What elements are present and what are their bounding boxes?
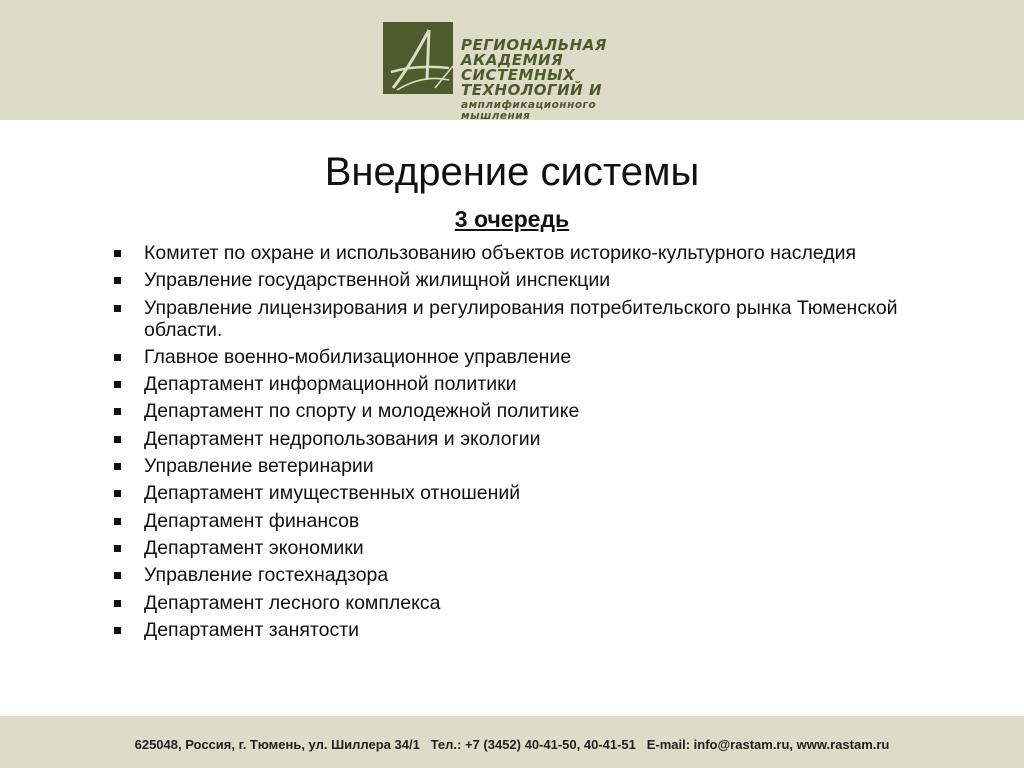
list-item xyxy=(113,537,913,559)
list-item-text: Главное военно-мобилизационное управление xyxy=(144,345,572,368)
list-item xyxy=(113,242,913,264)
logo-line-2: СИСТЕМНЫХ ТЕХНОЛОГИЙ И xyxy=(461,66,602,99)
list-item xyxy=(113,269,913,291)
list-item xyxy=(113,297,913,341)
list-item xyxy=(113,455,913,477)
square-bullet-icon xyxy=(114,545,121,552)
list-item xyxy=(113,400,913,422)
square-bullet-icon xyxy=(114,277,121,284)
list-item-text: Комитет по охране и использованию объектов историко-культурного наследия xyxy=(144,242,857,264)
slide-subtitle: 3 очередь xyxy=(454,206,570,232)
department-list xyxy=(113,242,913,646)
list-item xyxy=(113,564,913,586)
square-bullet-icon xyxy=(114,490,121,497)
list-item xyxy=(113,346,913,368)
list-item-text: Управление ветеринарии xyxy=(144,455,374,478)
list-item xyxy=(113,373,913,395)
list-item-text: Департамент по спорту и молодежной политике xyxy=(144,400,580,423)
logo-wordmark xyxy=(461,38,661,121)
square-bullet-icon xyxy=(114,600,121,607)
list-item-text: Департамент недропользования и экологии xyxy=(144,427,541,450)
square-bullet-icon xyxy=(114,408,121,415)
academy-logo xyxy=(383,22,653,122)
list-item-text: Департамент информационной политики xyxy=(144,373,517,396)
list-item xyxy=(113,482,913,504)
square-bullet-icon xyxy=(114,305,121,312)
academy-logo-mark-icon xyxy=(383,22,453,94)
slide-title: Внедрение системы xyxy=(324,150,700,194)
list-item-text: Департамент лесного комплекса xyxy=(144,591,441,614)
square-bullet-icon xyxy=(114,463,121,470)
list-item xyxy=(113,510,913,532)
list-item-text: Департамент экономики xyxy=(144,536,364,559)
square-bullet-icon xyxy=(114,250,121,257)
logo-line-1: РЕГИОНАЛЬНАЯ АКАДЕМИЯ xyxy=(461,36,607,69)
list-item-text: Департамент имущественных отношений xyxy=(144,482,521,505)
list-item-text: Управление государственной жилищной инспекции xyxy=(144,269,611,292)
list-item-text: Управление гостехнадзора xyxy=(144,564,389,587)
footer-contact: 625048, Россия, г. Тюмень, ул. Шиллера 34/1 Тел.: +7 (3452) 40-41-50, 40-41-51 E-mail: info@rastam.ru, www.rastam.ru xyxy=(134,737,890,752)
square-bullet-icon xyxy=(114,354,121,361)
square-bullet-icon xyxy=(114,381,121,388)
list-item-text: Департамент финансов xyxy=(144,509,360,532)
square-bullet-icon xyxy=(114,436,121,443)
list-item xyxy=(113,619,913,641)
square-bullet-icon xyxy=(114,572,121,579)
list-item xyxy=(113,592,913,614)
logo-line-3: амплификационного мышления xyxy=(461,99,597,122)
list-item xyxy=(113,428,913,450)
square-bullet-icon xyxy=(114,518,121,525)
header-band xyxy=(0,0,1024,120)
list-item-text: Управление лицензирования и регулирования потребительского рынка Тюменской области. xyxy=(144,296,898,341)
square-bullet-icon xyxy=(114,627,121,634)
list-item-text: Департамент занятости xyxy=(144,618,360,641)
